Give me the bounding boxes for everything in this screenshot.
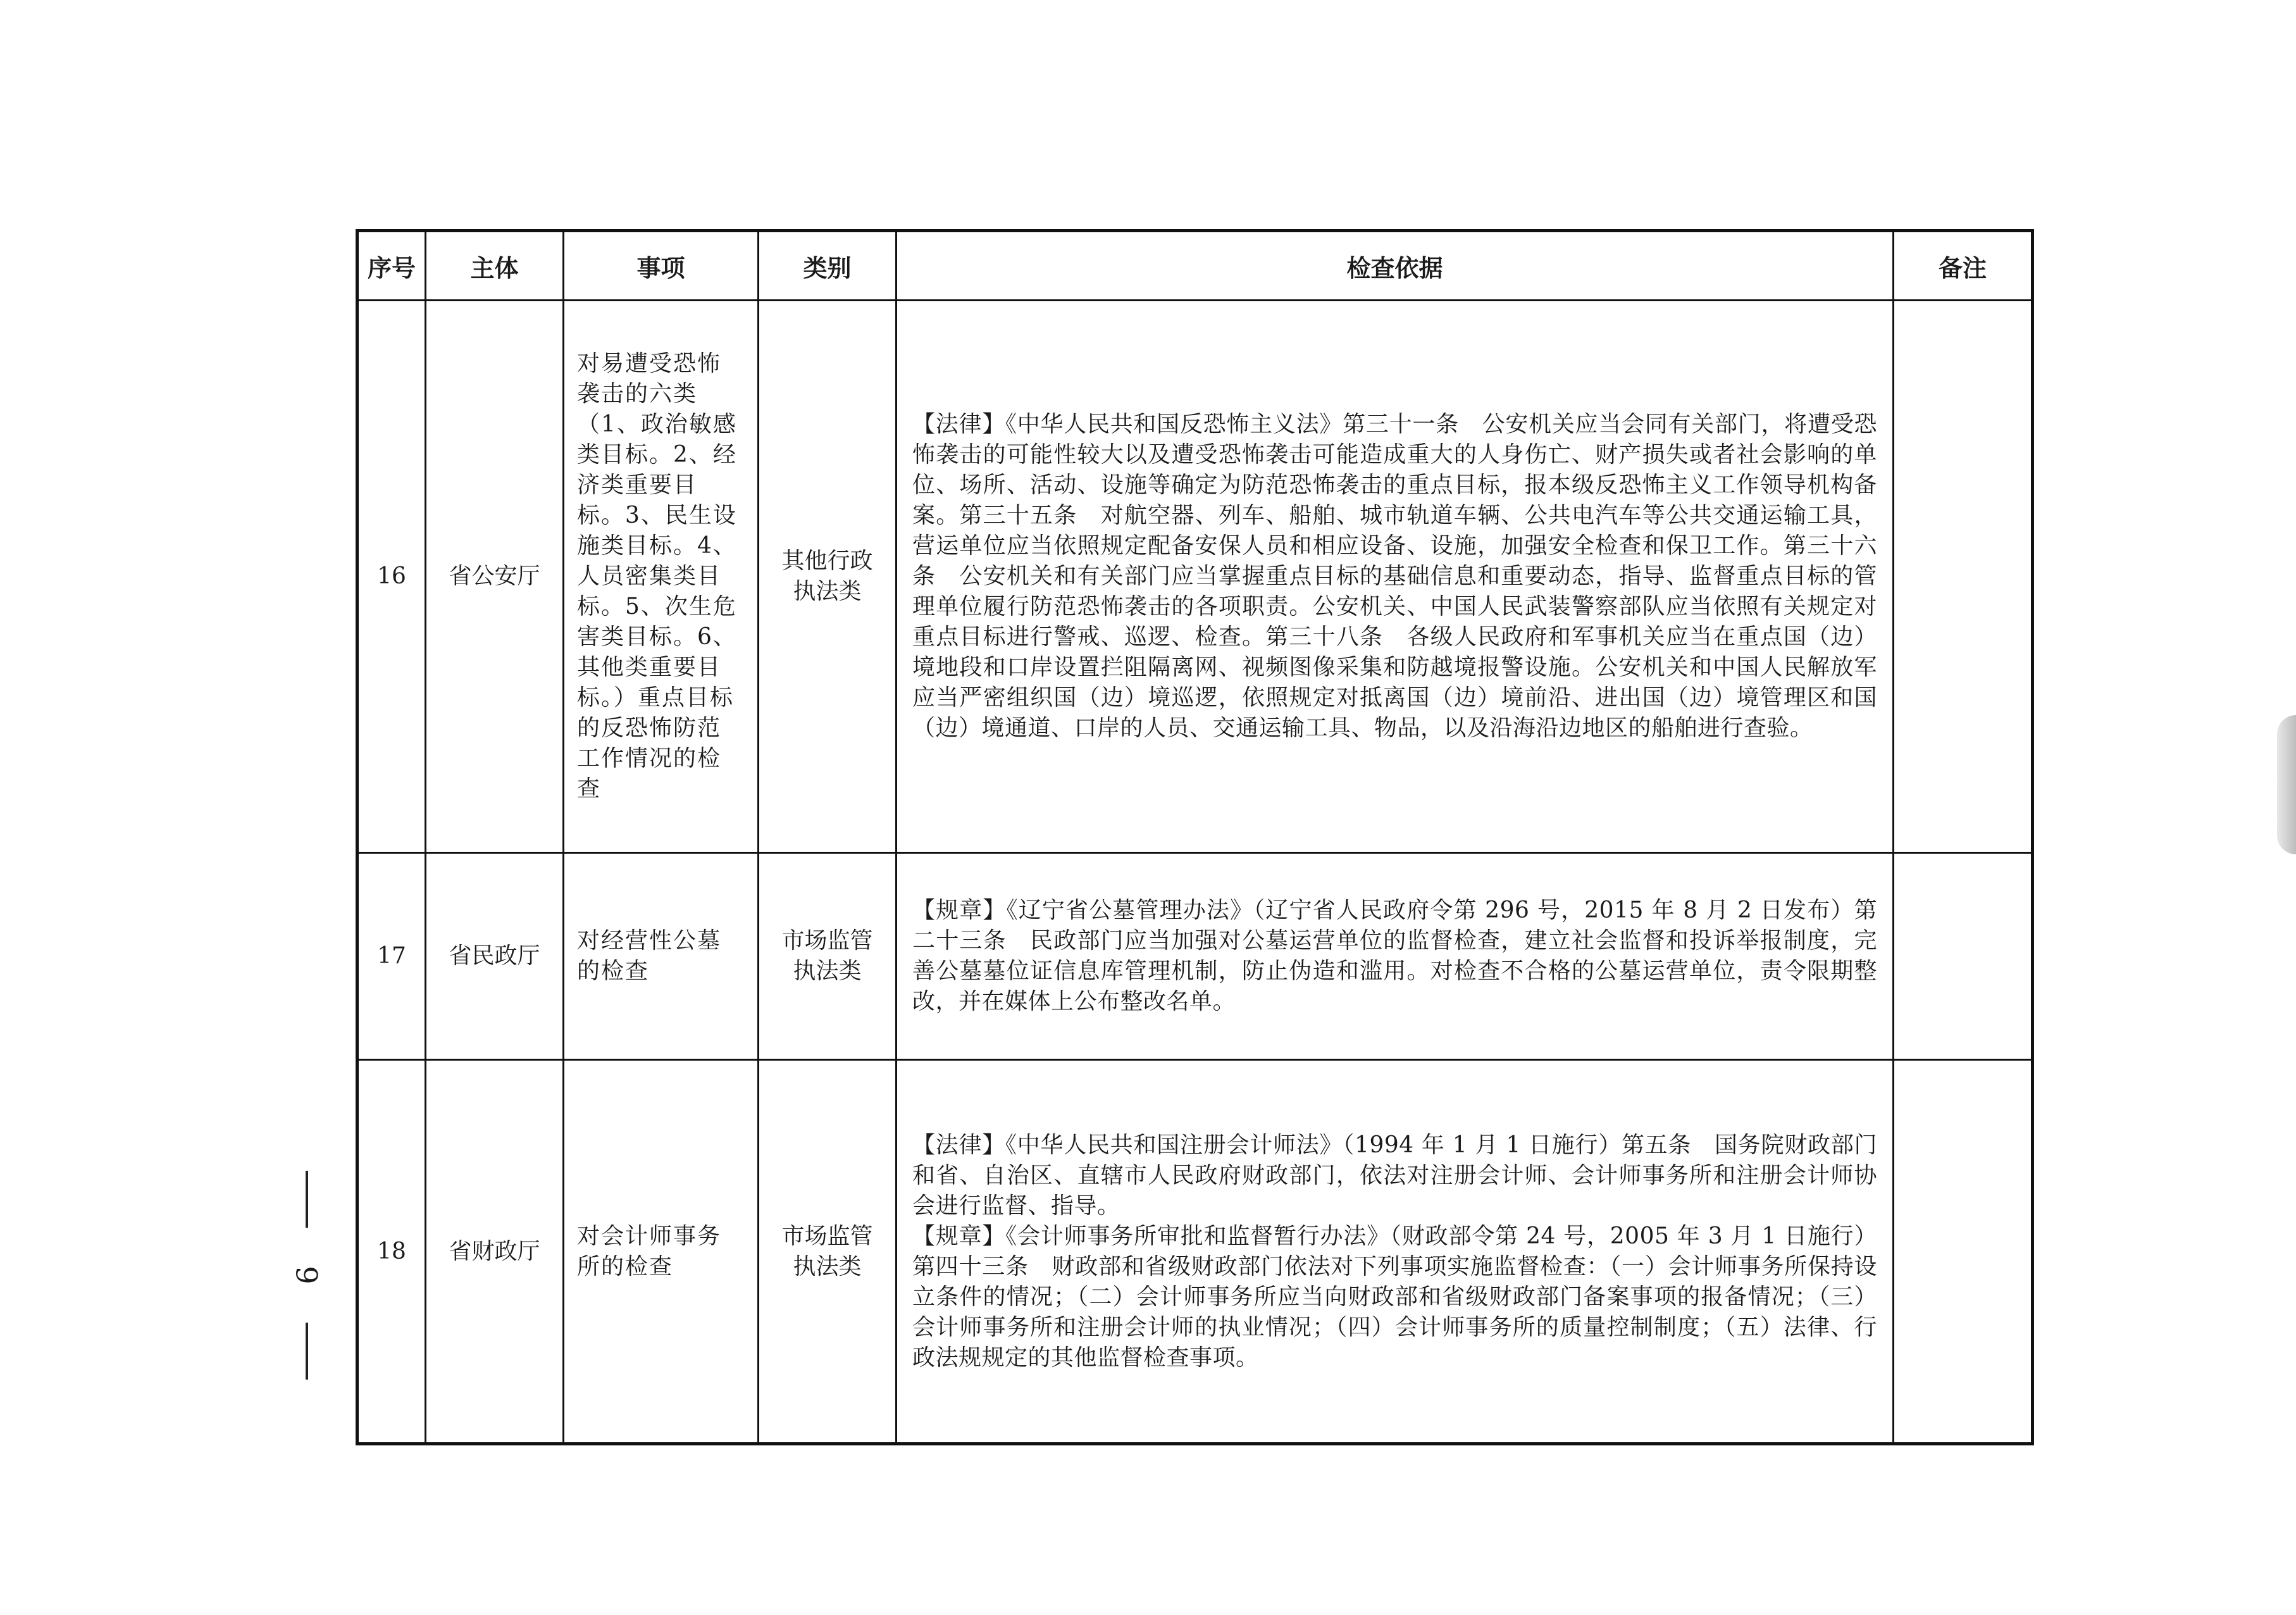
row-item: 对经营性公墓的检查 <box>564 853 759 1060</box>
header-item: 事项 <box>564 231 759 301</box>
inspection-table <box>356 229 2034 1445</box>
row-basis <box>897 301 1894 853</box>
row-item: 对易遭受恐怖袭击的六类（1、政治敏感类目标。2、经济类重要目标。3、民生设施类目标。4、人员密集类目标。5、次生危害类目标。6、其他类重要目标。）重点目标的反恐怖防范工作情况的检查 <box>564 301 759 853</box>
row-number: 17 <box>357 853 426 1060</box>
row-number: 18 <box>357 1060 426 1444</box>
row-item: 对会计师事务所的检查 <box>564 1060 759 1444</box>
row-subject: 省公安厅 <box>426 301 564 853</box>
header-category: 类别 <box>759 231 897 301</box>
header-basis: 检查依据 <box>897 231 1894 301</box>
row-note <box>1894 853 2033 1060</box>
row-number: 16 <box>357 301 426 853</box>
row-basis <box>897 1060 1894 1444</box>
row-category: 市场监管执法类 <box>759 853 897 1060</box>
row-basis <box>897 853 1894 1060</box>
page-number-dash <box>306 1323 308 1380</box>
table-row <box>357 301 2033 853</box>
row-category: 市场监管执法类 <box>759 1060 897 1444</box>
page-number-dash <box>306 1171 308 1228</box>
scan-edge-shadow <box>2277 715 2296 854</box>
basis-paragraph: 【法律】《中华人民共和国反恐怖主义法》第三十一条 公安机关应当会同有关部门，将遭受恐怖袭击的可能性较大以及遭受恐怖袭击可能造成重大的人身伤亡、财产损失或者社会影响的单位、场所、活动、设施等确定为防范恐怖袭击的重点目标，报本级反恐怖主义工作领导机构备案。第三十五条 对航空器、列车、船舶、城市轨道车辆、公共电汽车等公共交通运输工具，营运单位应当依照规定配备安保人员和相应设备、设施，加强安全检查和保卫工作。第三十六条 公安机关和有关部门应当掌握重点目标的基础信息和重要动态，指导、监督重点目标的管理单位履行防范恐怖袭击的各项职责。公安机关、中国人民武装警察部队应当依照有关规定对重点目标进行警戒、巡逻、检查。第三十八条 各级人民政府和军事机关应当在重点国（边）境地段和口岸设置拦阻隔离网、视频图像采集和防越境报警设施。公安机关和中国人民解放军应当严密组织国（边）境巡逻，依照规定对抵离国（边）境前沿、进出国（边）境管理区和国（边）境通道、口岸的人员、交通运输工具、物品，以及沿海沿边地区的船舶进行查验。 <box>912 411 1877 741</box>
row-note <box>1894 1060 2033 1444</box>
row-note <box>1894 301 2033 853</box>
basis-paragraph: 【规章】《辽宁省公墓管理办法》（辽宁省人民政府令第 296 号，2015 年 8 月 2 日发布）第二十三条 民政部门应当加强对公墓运营单位的监督检查，建立社会监督和投诉举报制度，完善公墓墓位证信息库管理机制，防止伪造和滥用。对检查不合格的公墓运营单位，责令限期整改，并在媒体上公布整改名单。 <box>912 897 1877 1014</box>
header-subject: 主体 <box>426 231 564 301</box>
row-subject: 省民政厅 <box>426 853 564 1060</box>
header-note: 备注 <box>1894 231 2033 301</box>
basis-paragraph: 【法律】《中华人民共和国注册会计师法》（1994 年 1 月 1 日施行）第五条 国务院财政部门和省、自治区、直辖市人民政府财政部门，依法对注册会计师、会计师事务所和注册会计师协会进行监督、指导。 <box>912 1132 1877 1219</box>
row-category: 其他行政执法类 <box>759 301 897 853</box>
page-number-text: 9 <box>290 1266 324 1285</box>
basis-paragraph: 【规章】《会计师事务所审批和监督暂行办法》（财政部令第 24 号，2005 年 3 月 1 日施行）第四十三条 财政部和省级财政部门依法对下列事项实施监督检查：（一）会计师事务所保持设立条件的情况；（二）会计师事务所应当向财政部和省级财政部门备案事项的报备情况；（三）会计师事务所和注册会计师的执业情况；（四）会计师事务所的质量控制制度；（五）法律、行政法规规定的其他监督检查事项。 <box>912 1223 1877 1371</box>
header-no: 序号 <box>357 231 426 301</box>
table-header-row <box>357 231 2033 301</box>
page-number <box>278 1171 335 1380</box>
row-subject: 省财政厅 <box>426 1060 564 1444</box>
table-row <box>357 1060 2033 1444</box>
table-row <box>357 853 2033 1060</box>
